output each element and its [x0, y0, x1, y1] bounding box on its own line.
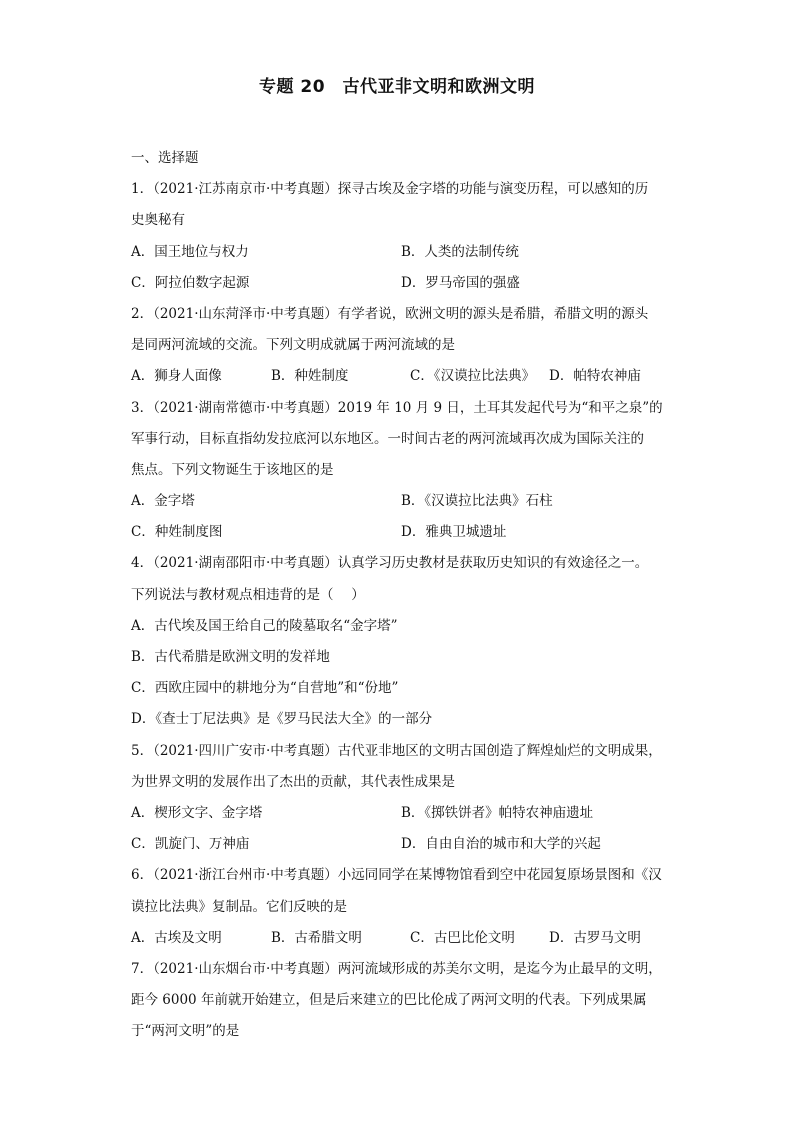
question-6: [131, 860, 671, 954]
question-stem-line: 是同两河流域的交流。下列文明成就属于两河流域的是: [131, 337, 455, 354]
question-stem-line: 7．（2021·山东烟台市·中考真题）两河流域形成的苏美尔文明，是迄今为止最早的文明，: [131, 960, 662, 977]
question-stem-line: 5．（2021·四川广安市·中考真题）古代亚非地区的文明古国创造了辉煌灿烂的文明成果，: [131, 742, 662, 759]
option-b: B．种姓制度: [271, 368, 349, 385]
question-list: [131, 143, 671, 1047]
option-a: A．楔形文字、金字塔: [131, 804, 263, 821]
option-c: C．凯旋门、万神庙: [131, 836, 250, 853]
option-b: B．古代希腊是欧洲文明的发祥地: [131, 649, 330, 665]
option-c: C．种姓制度图: [131, 524, 223, 541]
question-stem-line: 史奥秘有: [131, 212, 185, 229]
option-a: A．古代埃及国王给自己的陵墓取名“金字塔”: [131, 617, 398, 634]
question-stem-line: 4．（2021·湖南邵阳市·中考真题）认真学习历史教材是获取历史知识的有效途径之一。: [131, 555, 649, 572]
options-row: [131, 517, 671, 548]
option-c: C．《汉谟拉比法典》: [410, 368, 536, 385]
option-b: B．人类的法制传统: [401, 243, 519, 260]
options-row: [131, 923, 671, 954]
option-d: D．罗马帝国的强盛: [401, 274, 520, 291]
question-stem-line: 6．（2021·浙江台州市·中考真题）小远同同学在某博物馆看到空中花园复原场景图和《汉: [131, 867, 662, 884]
options-row: [131, 486, 671, 517]
question-stem-line: 1．（2021·江苏南京市·中考真题）探寻古埃及金字塔的功能与演变历程，可以感知的历: [131, 181, 649, 198]
option-a: A．金字塔: [131, 493, 195, 510]
option-d: D．《查士丁尼法典》是《罗马民法大全》的一部分: [131, 711, 433, 728]
option-a: A．古埃及文明: [131, 929, 222, 946]
option-a: A．国王地位与权力: [131, 243, 249, 260]
options-row: [131, 829, 671, 860]
options-row: [131, 798, 671, 829]
question-stem-line: 军事行动，目标直指幼发拉底河以东地区。一时间古老的两河流域再次成为国际关注的: [131, 430, 644, 447]
option-d: D．雅典卫城遗址: [401, 524, 507, 541]
page-title: 专题 20 古代亚非文明和欧洲文明: [258, 77, 536, 97]
question-stem-line: 下列说法与教材观点相违背的是（ ）: [131, 586, 365, 603]
options-row: [131, 361, 671, 392]
question-4: [131, 548, 671, 735]
option-d: D．古罗马文明: [549, 929, 641, 946]
question-stem-line: 为世界文明的发展作出了杰出的贡献，其代表性成果是: [131, 773, 455, 790]
options-row: [131, 268, 671, 299]
question-stem-line: 距今 6000 年前就开始建立，但是后来建立的巴比伦成了两河文明的代表。下列成果属: [131, 992, 647, 1009]
option-c: C．西欧庄园中的耕地分为“自营地”和“份地”: [131, 680, 399, 697]
question-7: [131, 954, 671, 1048]
question-stem-line: 3．（2021·湖南常德市·中考真题）2019 年 10 月 9 日，土耳其发起代号为“和平之泉”的: [131, 399, 663, 416]
option-b: B．《掷铁饼者》帕特农神庙遗址: [401, 804, 594, 821]
question-3: [131, 393, 671, 549]
option-b: B．古希腊文明: [271, 929, 362, 946]
question-5: [131, 736, 671, 861]
question-2: [131, 299, 671, 393]
option-c: C．古巴比伦文明: [410, 929, 515, 946]
question-stem-line: 谟拉比法典》复制品。它们反映的是: [131, 898, 347, 915]
question-stem-line: 2．（2021·山东菏泽市·中考真题）有学者说，欧洲文明的源头是希腊，希腊文明的源头: [131, 305, 649, 322]
question-stem-line: 焦点。下列文物诞生于该地区的是: [131, 461, 334, 478]
option-c: C．阿拉伯数字起源: [131, 274, 250, 291]
section-heading: 一、选择题: [131, 150, 199, 166]
question-1: [131, 174, 671, 299]
question-stem-line: 于“两河文明”的是: [131, 1023, 240, 1040]
option-d: D．自由自治的城市和大学的兴起: [401, 836, 601, 853]
options-row: [131, 237, 671, 268]
option-d: D．帕特农神庙: [549, 368, 641, 385]
option-a: A．狮身人面像: [131, 368, 222, 385]
option-b: B．《汉谟拉比法典》石柱: [401, 493, 553, 510]
